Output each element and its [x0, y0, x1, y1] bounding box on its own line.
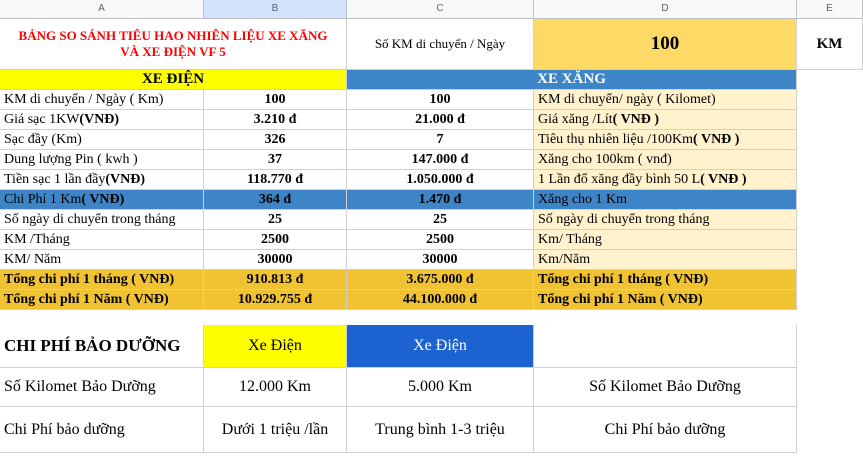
column-header-b[interactable]: B: [204, 0, 347, 19]
gas-row-label-text: KM di chuyển/ ngày ( Kilomet): [538, 91, 716, 107]
gas-row-label[interactable]: [534, 150, 797, 170]
ev-row-label-text: Chi Phí 1 Km: [4, 191, 82, 207]
gas-row-label[interactable]: [534, 130, 797, 150]
gas-row-label-unit: ( VNĐ ): [612, 111, 660, 127]
ev-section-header[interactable]: XE ĐIỆN: [0, 70, 347, 90]
maintenance-col-d-header[interactable]: [534, 325, 797, 368]
ev-row-label-text: Tổng chi phí 1 tháng ( VNĐ): [4, 271, 175, 287]
maintenance-km-ev[interactable]: 12.000 Km: [204, 368, 347, 407]
ev-row-label-text: Sạc đầy (Km): [4, 131, 82, 147]
gas-row-label-text: Km/Năm: [538, 251, 591, 267]
km-unit-cell[interactable]: KM: [797, 19, 863, 70]
ev-row-value[interactable]: 364 đ: [204, 190, 347, 210]
ev-row-value[interactable]: 910.813 đ: [204, 270, 347, 290]
gas-row-label-unit: ( VNĐ ): [693, 131, 740, 147]
ev-row-label-text: Số ngày di chuyển trong tháng: [4, 211, 176, 227]
column-header-d[interactable]: D: [534, 0, 797, 19]
ev-row-label-text: Tổng chi phí 1 Năm ( VNĐ): [4, 291, 169, 307]
ev-row-label[interactable]: [0, 270, 204, 290]
ev-row-label-text: KM /Tháng: [4, 231, 70, 247]
gas-row-label-text: Xăng cho 1 Km: [538, 191, 628, 207]
gas-row-label[interactable]: [534, 270, 797, 290]
gas-row-value[interactable]: 21.000 đ: [347, 110, 534, 130]
ev-row-label-unit: (VNĐ): [79, 111, 120, 127]
maintenance-km-c[interactable]: 5.000 Km: [347, 368, 534, 407]
maintenance-col-b-header[interactable]: Xe Điện: [204, 325, 347, 368]
ev-row-label[interactable]: [0, 250, 204, 270]
maintenance-cost-d[interactable]: Chi Phí bảo dưỡng: [534, 407, 797, 453]
gas-row-label-text: Km/ Tháng: [538, 231, 602, 247]
maintenance-cost-c[interactable]: Trung bình 1-3 triệu: [347, 407, 534, 453]
maintenance-cost-ev[interactable]: Dưới 1 triệu /lần: [204, 407, 347, 453]
maintenance-col-c-header[interactable]: Xe Điện: [347, 325, 534, 368]
gas-row-value[interactable]: 100: [347, 90, 534, 110]
gas-row-label-text: Giá xăng /Lít: [538, 111, 613, 127]
ev-row-label-text: Giá sạc 1KW: [4, 111, 80, 127]
gas-row-label-text: Tiêu thụ nhiên liệu /100Km: [538, 131, 694, 147]
ev-row-value[interactable]: 100: [204, 90, 347, 110]
ev-row-label-unit: (VNĐ): [105, 171, 146, 187]
gas-row-value[interactable]: 1.470 đ: [347, 190, 534, 210]
ev-row-label-text: KM di chuyển / Ngày ( Km): [4, 91, 164, 107]
gas-row-label[interactable]: [534, 170, 797, 190]
km-per-day-label[interactable]: Số KM di chuyển / Ngày: [347, 19, 534, 70]
ev-row-label-text: KM/ Năm: [4, 251, 62, 267]
gas-row-label[interactable]: [534, 190, 797, 210]
ev-row-value[interactable]: 2500: [204, 230, 347, 250]
maintenance-km-d[interactable]: Số Kilomet Bảo Dưỡng: [534, 368, 797, 407]
gas-row-value[interactable]: 3.675.000 đ: [347, 270, 534, 290]
gas-row-label[interactable]: [534, 250, 797, 270]
km-per-day-value[interactable]: 100: [534, 19, 797, 70]
gas-row-value[interactable]: 30000: [347, 250, 534, 270]
gas-row-label-text: Số ngày di chuyển trong tháng: [538, 211, 710, 227]
ev-row-label-unit: ( VNĐ): [81, 191, 125, 207]
ev-row-label[interactable]: [0, 290, 204, 310]
gas-row-label-text: Tổng chi phí 1 tháng ( VNĐ): [538, 271, 709, 287]
gas-row-value[interactable]: 7: [347, 130, 534, 150]
gas-row-label-text: 1 Lần đổ xăng đầy bình 50 L: [538, 171, 701, 187]
ev-row-label-text: Tiền sạc 1 lần đầy: [4, 171, 106, 187]
gas-row-value[interactable]: 2500: [347, 230, 534, 250]
ev-row-label[interactable]: [0, 150, 204, 170]
maintenance-title[interactable]: CHI PHÍ BẢO DƯỠNG: [0, 325, 204, 368]
gas-row-label[interactable]: [534, 290, 797, 310]
ev-row-value[interactable]: 10.929.755 đ: [204, 290, 347, 310]
ev-row-value[interactable]: 25: [204, 210, 347, 230]
gas-row-label[interactable]: [534, 230, 797, 250]
ev-row-label[interactable]: [0, 130, 204, 150]
gas-row-value[interactable]: 44.100.000 đ: [347, 290, 534, 310]
sheet-title-cell[interactable]: BẢNG SO SÁNH TIÊU HAO NHIÊN LIỆU XE XĂNG VÀ XE ĐIỆN VF 5: [0, 19, 347, 70]
column-header-e[interactable]: E: [797, 0, 863, 19]
gas-row-label[interactable]: [534, 110, 797, 130]
ev-row-label[interactable]: [0, 210, 204, 230]
gas-row-label-unit: ( VNĐ ): [700, 171, 747, 187]
ev-row-label[interactable]: [0, 230, 204, 250]
gas-row-value[interactable]: 25: [347, 210, 534, 230]
gas-section-header[interactable]: XE XĂNG: [347, 70, 797, 90]
gas-row-label[interactable]: [534, 210, 797, 230]
ev-row-label[interactable]: [0, 90, 204, 110]
ev-row-value[interactable]: 3.210 đ: [204, 110, 347, 130]
maintenance-km-label[interactable]: Số Kilomet Bảo Dưỡng: [0, 368, 204, 407]
ev-row-label[interactable]: [0, 110, 204, 130]
ev-row-label[interactable]: [0, 190, 204, 210]
gas-row-value[interactable]: 147.000 đ: [347, 150, 534, 170]
gas-row-label-text: Xăng cho 100km ( vnđ): [538, 151, 672, 167]
gas-row-value[interactable]: 1.050.000 đ: [347, 170, 534, 190]
column-header-c[interactable]: C: [347, 0, 534, 19]
ev-row-value[interactable]: 37: [204, 150, 347, 170]
ev-row-label-text: Dung lượng Pin ( kwh ): [4, 151, 138, 167]
column-header-a[interactable]: A: [0, 0, 204, 19]
gas-row-label-text: Tổng chi phí 1 Năm ( VNĐ): [538, 291, 703, 307]
ev-row-value[interactable]: 326: [204, 130, 347, 150]
ev-row-value[interactable]: 118.770 đ: [204, 170, 347, 190]
ev-row-label[interactable]: [0, 170, 204, 190]
ev-row-value[interactable]: 30000: [204, 250, 347, 270]
maintenance-cost-label[interactable]: Chi Phí bảo dưỡng: [0, 407, 204, 453]
gas-row-label[interactable]: [534, 90, 797, 110]
